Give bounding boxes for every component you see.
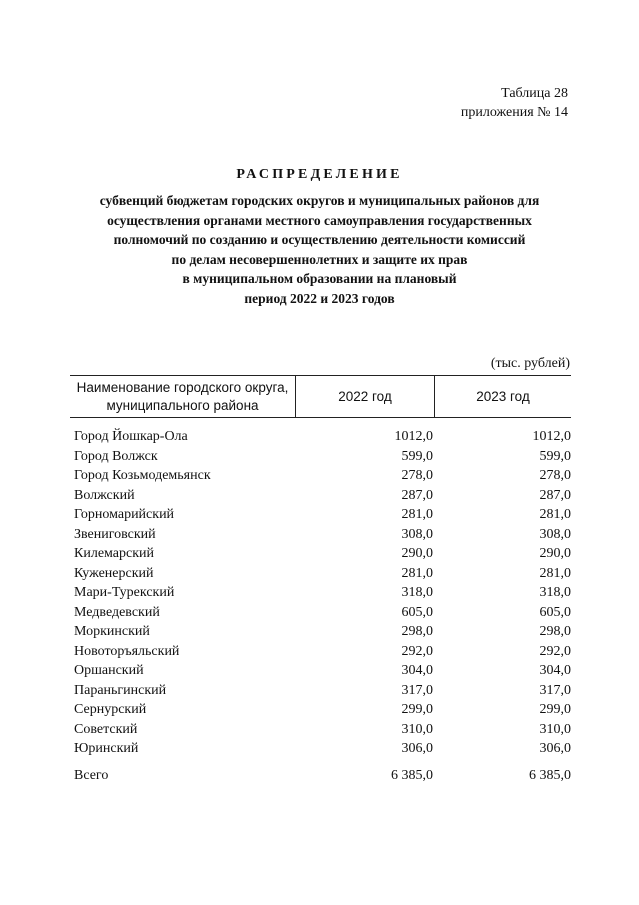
document-title: РАСПРЕДЕЛЕНИЕ [236, 167, 403, 182]
document-subtitle [60, 191, 579, 308]
row-name: Куженерский [74, 565, 154, 581]
row-value-2022: 605,0 [401, 604, 433, 620]
total-row [74, 766, 571, 786]
table-row [74, 681, 571, 701]
row-name: Новоторъяльский [74, 643, 180, 659]
table-row [74, 642, 571, 662]
table-row [74, 603, 571, 623]
table-row [74, 622, 571, 642]
units-label: (тыс. рублей) [490, 356, 570, 371]
header-name-line: Наименование городского округа, [76, 379, 289, 395]
subtitle-line: осуществления органами местного самоуправления государственных [107, 212, 532, 228]
row-name: Сернурский [74, 702, 147, 717]
row-name: Советский [74, 721, 138, 737]
subtitle-line: по делам несовершеннолетних и защите их прав [171, 251, 468, 267]
row-name: Юринский [74, 741, 139, 756]
header-2023-column: 2023 год [476, 388, 530, 404]
appendix-number: приложения № 14 [460, 105, 568, 120]
table-body [74, 427, 571, 759]
table-row [74, 466, 571, 486]
row-value-2023: 298,0 [539, 624, 571, 639]
row-value-2023: 292,0 [539, 643, 571, 659]
row-value-2023: 281,0 [539, 507, 571, 522]
total-label: Всего [74, 768, 109, 783]
row-value-2023: 317,0 [539, 682, 571, 698]
table-number: Таблица 28 [501, 86, 568, 101]
row-value-2022: 281,0 [401, 507, 433, 522]
table-row [74, 505, 571, 525]
row-value-2023: 599,0 [539, 448, 571, 464]
header-2022-column: 2022 год [296, 376, 435, 417]
row-name: Мари-Турекский [74, 585, 175, 600]
table-row [74, 486, 571, 506]
row-value-2022: 290,0 [401, 546, 433, 561]
row-value-2023: 310,0 [539, 721, 571, 737]
subtitle-line: в муниципальном образовании на плановый [182, 271, 457, 286]
row-value-2022: 599,0 [401, 448, 433, 464]
row-value-2022: 298,0 [401, 624, 433, 639]
table-row [74, 700, 571, 720]
row-value-2022: 278,0 [401, 468, 433, 483]
row-name: Моркинский [74, 624, 150, 639]
table-row [74, 739, 571, 759]
row-value-2022: 304,0 [401, 663, 433, 678]
total-2022: 6 385,0 [391, 768, 433, 783]
row-name: Город Козьмодемьянск [74, 468, 211, 483]
header-name-column [70, 376, 296, 417]
row-name: Горномарийский [74, 507, 175, 522]
table-reference [461, 84, 568, 122]
row-value-2023: 1012,0 [532, 429, 571, 444]
subtitle-line: период 2022 и 2023 годов [244, 290, 395, 306]
row-value-2023: 281,0 [539, 565, 571, 581]
row-value-2023: 605,0 [539, 604, 571, 620]
row-name: Медведевский [74, 604, 160, 620]
row-name: Параньгинский [74, 682, 167, 698]
row-value-2022: 281,0 [401, 565, 433, 581]
row-name: Город Волжск [74, 448, 158, 464]
row-name: Город Йошкар-Ола [74, 429, 188, 444]
row-value-2022: 306,0 [401, 741, 433, 756]
row-value-2023: 308,0 [539, 526, 571, 542]
table-row [74, 720, 571, 740]
row-value-2023: 299,0 [539, 702, 571, 717]
header-name-line: муниципального района [106, 397, 259, 413]
row-value-2022: 287,0 [401, 487, 433, 503]
row-name: Килемарский [74, 546, 155, 561]
table-header [70, 375, 571, 418]
row-value-2023: 318,0 [539, 585, 571, 600]
row-value-2022: 1012,0 [394, 429, 433, 444]
table-row [74, 525, 571, 545]
row-value-2023: 290,0 [539, 546, 571, 561]
row-value-2022: 308,0 [401, 526, 433, 542]
row-value-2022: 310,0 [401, 721, 433, 737]
row-value-2023: 278,0 [539, 468, 571, 483]
table-row [74, 544, 571, 564]
row-value-2022: 318,0 [401, 585, 433, 600]
subtitle-line: полномочий по созданию и осуществлению деятельности комиссий [113, 232, 526, 247]
row-value-2022: 299,0 [401, 702, 433, 717]
total-2023: 6 385,0 [529, 768, 571, 783]
table-row [74, 661, 571, 681]
table-row [74, 447, 571, 467]
row-value-2023: 304,0 [539, 663, 571, 678]
row-name: Волжский [74, 487, 135, 503]
table-row [74, 427, 571, 447]
row-value-2022: 317,0 [401, 682, 433, 698]
row-name: Звениговский [74, 526, 156, 542]
row-name: Оршанский [74, 663, 144, 678]
table-row [74, 564, 571, 584]
table-row [74, 583, 571, 603]
row-value-2023: 306,0 [539, 741, 571, 756]
subtitle-line: субвенций бюджетам городских округов и муниципальных районов для [99, 193, 540, 208]
row-value-2023: 287,0 [539, 487, 571, 503]
row-value-2022: 292,0 [401, 643, 433, 659]
